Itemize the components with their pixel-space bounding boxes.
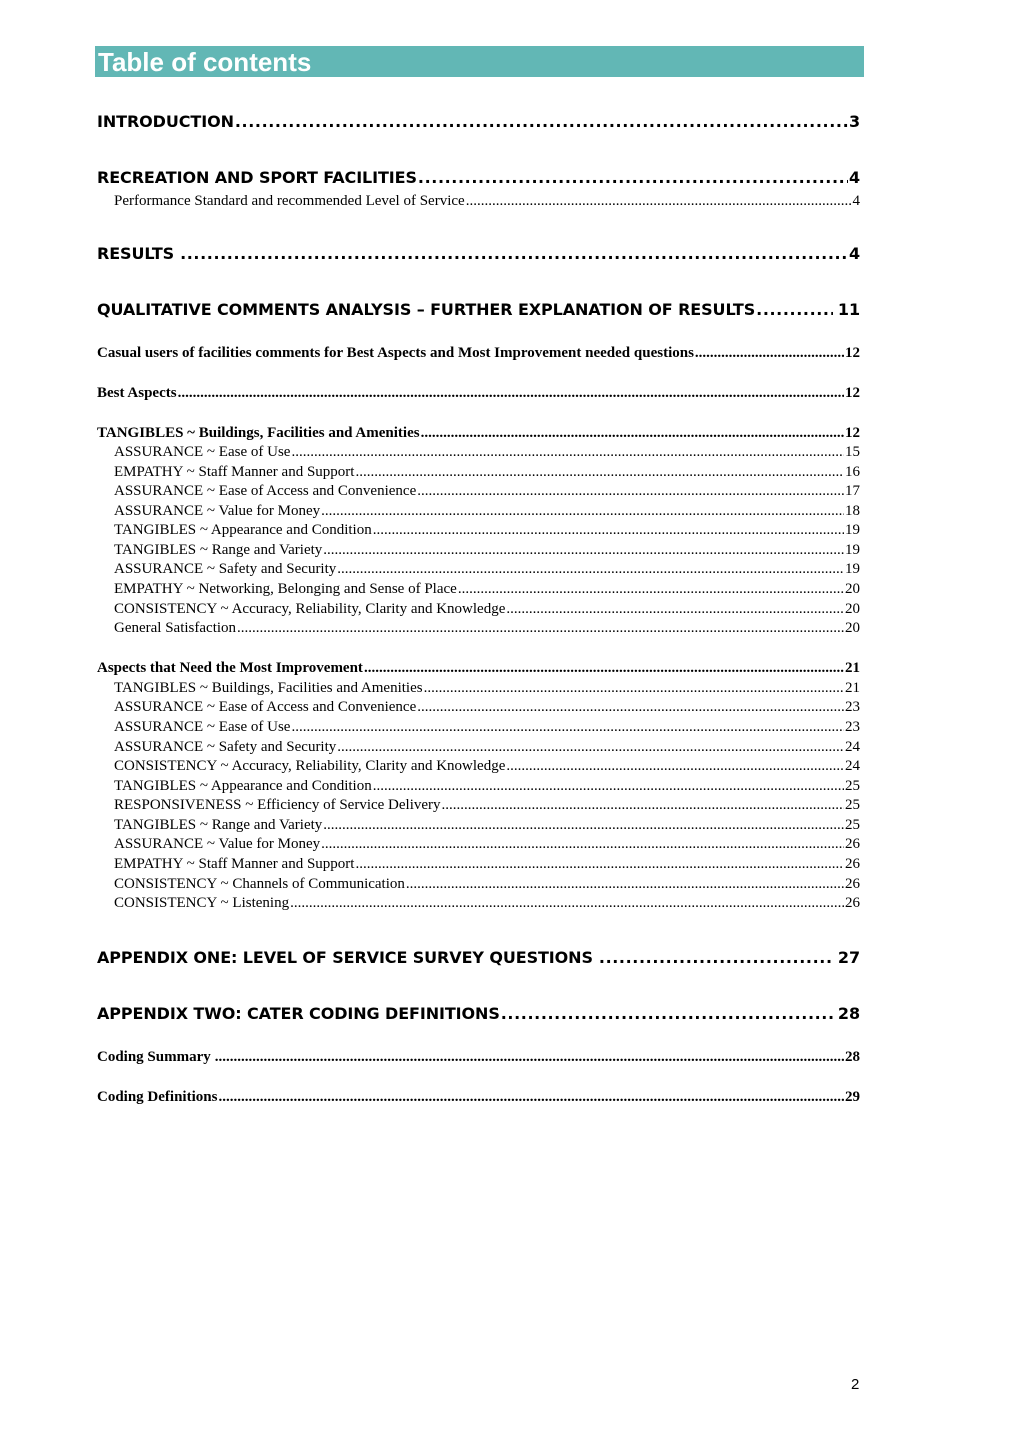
toc-entry-page: 12	[845, 425, 860, 441]
toc-entry-label: CONSISTENCY ~ Accuracy, Reliability, Clarity and Knowledge	[114, 601, 506, 617]
toc-leader-dots	[291, 718, 844, 736]
toc-entry-page: 12	[845, 345, 860, 361]
toc-entry-empathy-networking[interactable]	[114, 580, 860, 598]
toc-entry-label: ASSURANCE ~ Safety and Security	[114, 739, 337, 755]
toc-leader-dots	[417, 482, 844, 500]
toc-entry-tangibles-appearance[interactable]	[114, 521, 860, 539]
toc-leader-dots	[424, 679, 844, 697]
toc-entry-label: ASSURANCE ~ Safety and Security	[114, 561, 337, 577]
toc-entry-consistency-accuracy[interactable]	[114, 600, 860, 618]
toc-entry-assurance-access[interactable]	[114, 482, 860, 500]
toc-entry-label: CONSISTENCY ~ Channels of Communication	[114, 876, 405, 892]
toc-entry-label: Aspects that Need the Most Improvement	[97, 660, 363, 676]
toc-entry-casual-users[interactable]	[97, 344, 860, 362]
toc-entry-label: General Satisfaction	[114, 620, 237, 636]
toc-leader-dots	[466, 192, 852, 210]
toc-entry-label: CONSISTENCY ~ Accuracy, Reliability, Clarity and Knowledge	[114, 758, 506, 774]
toc-leader-dots	[373, 777, 844, 795]
toc-leader-dots	[355, 463, 844, 481]
toc-entry-page: 26	[845, 876, 860, 892]
toc-entry-page: 15	[845, 444, 860, 460]
toc-entry-improve-tangibles-range[interactable]	[114, 816, 860, 834]
toc-entry-page: 21	[845, 660, 860, 676]
toc-entry-page: 25	[845, 817, 860, 833]
toc-entry-page: 19	[845, 561, 860, 577]
toc-entry-empathy-staff-manner[interactable]	[114, 463, 860, 481]
toc-entry-label: TANGIBLES ~ Buildings, Facilities and Amenities	[114, 680, 423, 696]
toc-leader-dots	[442, 796, 844, 814]
toc-entry-page: 16	[845, 464, 860, 480]
toc-entry-label: Performance Standard and recommended Level of Service	[114, 193, 465, 209]
toc-entry-improve-empathy-staff[interactable]	[114, 855, 860, 873]
toc-leader-dots	[421, 424, 844, 442]
toc-entry-label: Best Aspects	[97, 385, 177, 401]
toc-leader-dots	[406, 875, 844, 893]
toc-entry-label: EMPATHY ~ Staff Manner and Support	[114, 464, 355, 480]
toc-entry-page: 21	[845, 680, 860, 696]
toc-leader-dots	[506, 600, 844, 618]
toc-leader-dots	[355, 855, 844, 873]
toc-entry-page: 27	[837, 948, 860, 967]
toc-entry-improve-consistency-channels[interactable]	[114, 875, 860, 893]
toc-entry-qualitative-comments[interactable]	[97, 300, 860, 320]
toc-entry-appendix-one[interactable]	[97, 948, 860, 968]
toc-entry-label: RESPONSIVENESS ~ Efficiency of Service Delivery	[114, 797, 441, 813]
toc-entry-recreation-sport[interactable]	[97, 168, 860, 188]
toc-entry-introduction[interactable]	[97, 112, 860, 132]
toc-leader-dots	[418, 168, 848, 188]
toc-entry-label: ASSURANCE ~ Ease of Use	[114, 719, 291, 735]
toc-leader-dots	[180, 244, 848, 264]
toc-entry-improve-consistency-listening[interactable]	[114, 894, 860, 912]
toc-entry-label: TANGIBLES ~ Buildings, Facilities and Amenities	[97, 425, 420, 441]
toc-entry-page: 24	[845, 739, 860, 755]
toc-entry-label: Coding Summary	[97, 1049, 211, 1065]
toc-entry-label: TANGIBLES ~ Range and Variety	[114, 817, 323, 833]
toc-entry-performance-standard[interactable]	[114, 192, 860, 210]
toc-entry-improve-responsiveness[interactable]	[114, 796, 860, 814]
toc-entry-label: Coding Definitions	[97, 1089, 218, 1105]
toc-leader-dots	[337, 560, 844, 578]
toc-entry-page: 25	[845, 797, 860, 813]
toc-entry-page: 26	[845, 836, 860, 852]
toc-entry-label: TANGIBLES ~ Appearance and Condition	[114, 778, 372, 794]
toc-leader-dots	[364, 659, 844, 677]
toc-entry-page: 3	[848, 112, 860, 131]
toc-entry-improve-assurance-access[interactable]	[114, 698, 860, 716]
toc-entry-label: ASSURANCE ~ Ease of Use	[114, 444, 291, 460]
page-number: 2	[851, 1376, 860, 1393]
toc-entry-label: RECREATION AND SPORT FACILITIES	[97, 168, 417, 187]
toc-entry-label: TANGIBLES ~ Appearance and Condition	[114, 522, 372, 538]
toc-entry-page: 20	[845, 581, 860, 597]
toc-leader-dots	[178, 384, 844, 402]
toc-entry-assurance-ease-of-use[interactable]	[114, 443, 860, 461]
toc-entry-tangibles-range[interactable]	[114, 541, 860, 559]
toc-leader-dots	[756, 300, 833, 320]
toc-entry-page: 11	[837, 300, 860, 319]
toc-entry-page: 25	[845, 778, 860, 794]
toc-leader-dots	[323, 541, 844, 559]
toc-entry-page: 4	[848, 244, 860, 263]
toc-leader-dots	[501, 1004, 833, 1024]
toc-entry-assurance-safety[interactable]	[114, 560, 860, 578]
toc-entry-page: 4	[852, 193, 860, 209]
toc-entry-tangibles-buildings[interactable]	[97, 424, 860, 442]
toc-leader-dots	[218, 1088, 844, 1106]
toc-entry-label: APPENDIX ONE: LEVEL OF SERVICE SURVEY QUESTIONS	[97, 948, 593, 967]
toc-leader-dots	[458, 580, 844, 598]
toc-entry-improve-tangibles-appearance[interactable]	[114, 777, 860, 795]
toc-leader-dots	[291, 443, 844, 461]
toc-entry-label: EMPATHY ~ Networking, Belonging and Sense of Place	[114, 581, 457, 597]
toc-entry-appendix-two[interactable]	[97, 1004, 860, 1024]
toc-leader-dots	[321, 502, 844, 520]
toc-leader-dots	[373, 521, 844, 539]
toc-leader-dots	[337, 738, 844, 756]
toc-entry-aspects-improvement[interactable]	[97, 659, 860, 677]
toc-leader-dots	[321, 835, 844, 853]
toc-entry-improve-assurance-ease[interactable]	[114, 718, 860, 736]
toc-leader-dots	[215, 1048, 844, 1066]
toc-entry-page: 17	[845, 483, 860, 499]
toc-entry-coding-definitions[interactable]	[97, 1088, 860, 1106]
toc-entry-label: ASSURANCE ~ Value for Money	[114, 836, 321, 852]
toc-entry-improve-consistency-accuracy[interactable]	[114, 757, 860, 775]
toc-entry-page: 28	[837, 1004, 860, 1023]
toc-entry-label: ASSURANCE ~ Ease of Access and Convenience	[114, 699, 417, 715]
toc-leader-dots	[323, 816, 844, 834]
toc-entry-page: 4	[848, 168, 860, 187]
toc-leader-dots	[235, 112, 848, 132]
toc-entry-page: 12	[845, 385, 860, 401]
toc-leader-dots	[695, 344, 844, 362]
toc-entry-label: CONSISTENCY ~ Listening	[114, 895, 290, 911]
toc-entry-assurance-value[interactable]	[114, 502, 860, 520]
toc-entry-coding-summary[interactable]	[97, 1048, 860, 1066]
toc-entry-label: QUALITATIVE COMMENTS ANALYSIS – FURTHER EXPLANATION OF RESULTS	[97, 300, 756, 319]
toc-title-banner	[95, 46, 864, 77]
toc-leader-dots	[417, 698, 844, 716]
toc-entry-page: 23	[845, 719, 860, 735]
toc-entry-page: 24	[845, 758, 860, 774]
toc-entry-label: TANGIBLES ~ Range and Variety	[114, 542, 323, 558]
toc-leader-dots	[506, 757, 844, 775]
toc-entry-improve-tangibles-buildings[interactable]	[114, 679, 860, 697]
page-title: Table of contents	[98, 47, 312, 77]
toc-entry-page: 23	[845, 699, 860, 715]
toc-leader-dots	[599, 948, 833, 968]
toc-leader-dots	[290, 894, 844, 912]
toc-entry-page: 28	[845, 1049, 860, 1065]
toc-entry-label: Casual users of facilities comments for Best Aspects and Most Improvement needed questions	[97, 345, 694, 361]
toc-entry-page: 29	[845, 1089, 860, 1105]
toc-entry-label: APPENDIX TWO: CATER CODING DEFINITIONS	[97, 1004, 500, 1023]
toc-entry-label: RESULTS	[97, 244, 175, 263]
toc-entry-page: 19	[845, 522, 860, 538]
toc-entry-page: 26	[845, 895, 860, 911]
toc-entry-page: 20	[845, 601, 860, 617]
toc-entry-label: INTRODUCTION	[97, 112, 234, 131]
toc-entry-best-aspects[interactable]	[97, 384, 860, 402]
toc-leader-dots	[237, 619, 844, 637]
toc-entry-label: EMPATHY ~ Staff Manner and Support	[114, 856, 355, 872]
toc-entry-page: 18	[845, 503, 860, 519]
toc-entry-improve-assurance-value[interactable]	[114, 835, 860, 853]
toc-entry-label: ASSURANCE ~ Ease of Access and Convenience	[114, 483, 417, 499]
toc-entry-label: ASSURANCE ~ Value for Money	[114, 503, 321, 519]
toc-entry-page: 19	[845, 542, 860, 558]
toc-entry-general-satisfaction[interactable]	[114, 619, 860, 637]
toc-entry-improve-assurance-safety[interactable]	[114, 738, 860, 756]
toc-entry-results[interactable]	[97, 244, 860, 264]
toc-entry-page: 26	[845, 856, 860, 872]
toc-entry-page: 20	[845, 620, 860, 636]
